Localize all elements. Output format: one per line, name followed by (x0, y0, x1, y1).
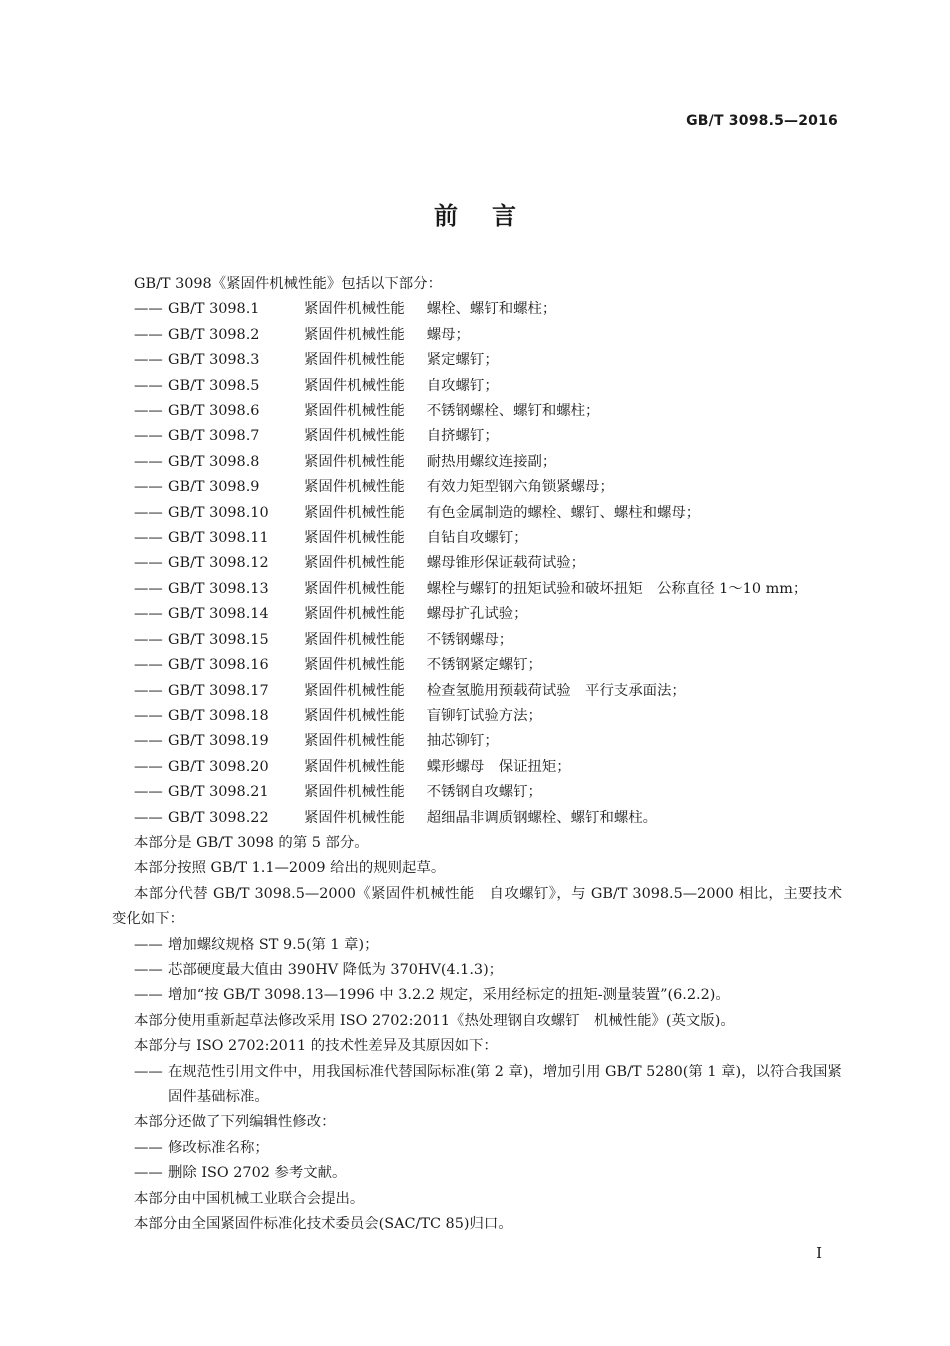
list-dash: —— (134, 555, 163, 572)
list-item (134, 602, 842, 627)
part-subject: 不锈钢螺栓、螺钉和螺柱； (426, 403, 600, 420)
list-dash: —— (134, 1063, 163, 1080)
part-name: 紧固件机械性能 (304, 631, 405, 648)
list-dash: —— (134, 479, 163, 496)
list-item (134, 297, 842, 322)
part-subject: 螺母扩孔试验； (426, 606, 528, 623)
part-name: 紧固件机械性能 (304, 809, 405, 826)
list-dash: —— (134, 580, 163, 597)
list-item (134, 348, 842, 373)
tech-diff-paragraph: 本部分与 ISO 2702:2011 的技术性差异及其原因如下： (134, 1038, 498, 1055)
part-subject: 检查氢脆用预载荷试验 平行支承面法； (426, 682, 686, 699)
list-item-text: 增加螺纹规格 ST 9.5(第 1 章)； (168, 936, 379, 953)
page-number: I (816, 1244, 822, 1262)
part-code: GB/T 3098.20 (168, 758, 269, 775)
changes-list (112, 933, 842, 1009)
tech-diff-list (112, 1060, 842, 1111)
list-dash: —— (134, 733, 163, 750)
list-item (134, 958, 842, 983)
part-subject: 抽芯铆钉； (426, 733, 499, 750)
list-item (134, 1161, 842, 1186)
part-subject: 自挤螺钉； (426, 428, 499, 445)
part-name: 紧固件机械性能 (304, 403, 405, 420)
part-name: 紧固件机械性能 (304, 453, 405, 470)
part-code: GB/T 3098.15 (168, 631, 269, 648)
part-name: 紧固件机械性能 (304, 606, 405, 623)
page-title: 前言 (434, 201, 550, 230)
editorial-paragraph: 本部分还做了下列编辑性修改： (134, 1114, 336, 1131)
list-dash: —— (134, 987, 163, 1004)
list-item (134, 424, 842, 449)
list-dash: —— (134, 784, 163, 801)
list-item (134, 933, 842, 958)
part-name: 紧固件机械性能 (304, 377, 405, 394)
list-item (134, 577, 842, 602)
part-name: 紧固件机械性能 (304, 682, 405, 699)
part-subject: 有效力矩型钢六角锁紧螺母； (426, 479, 614, 496)
part-code: GB/T 3098.14 (168, 606, 269, 623)
part-name: 紧固件机械性能 (304, 733, 405, 750)
list-dash: —— (134, 504, 163, 521)
part-code: GB/T 3098.13 (168, 580, 269, 597)
list-item (134, 323, 842, 348)
part-code: GB/T 3098.7 (168, 428, 260, 445)
part-code: GB/T 3098.3 (168, 352, 260, 369)
part-name: 紧固件机械性能 (304, 707, 405, 724)
list-item (134, 780, 842, 805)
list-dash: —— (134, 301, 163, 318)
part-name: 紧固件机械性能 (304, 580, 405, 597)
list-item-text: 修改标准名称； (168, 1139, 269, 1156)
part-subject: 不锈钢紧定螺钉； (426, 657, 542, 674)
list-item (134, 501, 842, 526)
list-dash: —— (134, 936, 163, 953)
part-code: GB/T 3098.22 (168, 809, 269, 826)
list-item (134, 983, 842, 1008)
list-item (134, 704, 842, 729)
list-dash: —— (134, 403, 163, 420)
list-dash: —— (134, 1139, 163, 1156)
list-item-text: 在规范性引用文件中，用我国标准代替国际标准(第 2 章)，增加引用 GB/T 5280(第 1 章)，以符合我国紧固件基础标准。 (168, 1063, 842, 1105)
part-name: 紧固件机械性能 (304, 657, 405, 674)
part-of-paragraph: 本部分是 GB/T 3098 的第 5 部分。 (134, 834, 369, 851)
part-code: GB/T 3098.18 (168, 707, 269, 724)
list-dash: —— (134, 377, 163, 394)
editorial-list (112, 1136, 842, 1187)
list-item-text: 增加“按 GB/T 3098.13—1996 中 3.2.2 规定，采用经标定的扭矩-测量装置”(6.2.2)。 (168, 987, 730, 1004)
part-code: GB/T 3098.19 (168, 733, 269, 750)
part-subject: 自攻螺钉； (426, 377, 499, 394)
part-name: 紧固件机械性能 (304, 428, 405, 445)
part-subject: 螺栓、螺钉和螺柱； (426, 301, 557, 318)
list-dash: —— (134, 657, 163, 674)
list-item (134, 628, 842, 653)
list-item-text: 删除 ISO 2702 参考文献。 (168, 1165, 347, 1182)
part-name: 紧固件机械性能 (304, 758, 405, 775)
part-subject: 螺母锥形保证载荷试验； (426, 555, 586, 572)
part-code: GB/T 3098.8 (168, 453, 260, 470)
part-name: 紧固件机械性能 (304, 326, 405, 343)
part-code: GB/T 3098.1 (168, 301, 260, 318)
list-item (134, 806, 842, 831)
part-subject: 螺栓与螺钉的扭矩试验和破坏扭矩 公称直径 1～10 mm； (426, 580, 808, 597)
part-subject: 不锈钢自攻螺钉； (426, 784, 542, 801)
part-code: GB/T 3098.10 (168, 504, 269, 521)
part-subject: 紧定螺钉； (426, 352, 499, 369)
part-code: GB/T 3098.5 (168, 377, 260, 394)
list-dash: —— (134, 809, 163, 826)
intro-paragraph: GB/T 3098《紧固件机械性能》包括以下部分： (134, 276, 442, 292)
list-item (134, 1136, 842, 1161)
list-item (134, 653, 842, 678)
part-name: 紧固件机械性能 (304, 784, 405, 801)
list-item (134, 1060, 842, 1111)
list-dash: —— (134, 428, 163, 445)
list-dash: —— (134, 352, 163, 369)
proposed-paragraph: 本部分由中国机械工业联合会提出。 (134, 1190, 365, 1207)
list-item (134, 729, 842, 754)
part-subject: 盲铆钉试验方法； (426, 707, 542, 724)
replaces-paragraph: 本部分代替 GB/T 3098.5—2000《紧固件机械性能 自攻螺钉》，与 GB/T 3098.5—2000 相比，主要技术变化如下： (112, 885, 842, 928)
part-subject: 螺母； (426, 326, 470, 343)
list-dash: —— (134, 682, 163, 699)
list-item-text: 芯部硬度最大值由 390HV 降低为 370HV(4.1.3)； (168, 961, 504, 978)
part-subject: 耐热用螺纹连接副； (426, 453, 557, 470)
part-name: 紧固件机械性能 (304, 555, 405, 572)
list-item (134, 399, 842, 424)
list-item (134, 374, 842, 399)
list-dash: —— (134, 631, 163, 648)
list-item (134, 475, 842, 500)
list-dash: —— (134, 758, 163, 775)
standard-number: GB/T 3098.5—2016 (686, 113, 838, 129)
part-name: 紧固件机械性能 (304, 504, 405, 521)
foreword-body (112, 272, 842, 1237)
part-code: GB/T 3098.11 (168, 530, 269, 547)
part-name: 紧固件机械性能 (304, 530, 405, 547)
drafting-paragraph: 本部分按照 GB/T 1.1—2009 给出的规则起草。 (134, 860, 446, 877)
adopts-paragraph: 本部分使用重新起草法修改采用 ISO 2702:2011《热处理钢自攻螺钉 机械性能》(英文版)。 (134, 1012, 735, 1029)
list-item (134, 526, 842, 551)
part-code: GB/T 3098.9 (168, 479, 260, 496)
list-dash: —— (134, 1165, 163, 1182)
part-name: 紧固件机械性能 (304, 352, 405, 369)
part-code: GB/T 3098.2 (168, 326, 260, 343)
list-item (134, 679, 842, 704)
parts-list (112, 297, 842, 831)
part-subject: 有色金属制造的螺栓、螺钉、螺柱和螺母； (426, 504, 701, 521)
part-subject: 不锈钢螺母； (426, 631, 514, 648)
part-subject: 自钻自攻螺钉； (426, 530, 528, 547)
part-subject: 超细晶非调质钢螺栓、螺钉和螺柱。 (426, 809, 658, 826)
part-name: 紧固件机械性能 (304, 479, 405, 496)
list-dash: —— (134, 530, 163, 547)
managed-paragraph: 本部分由全国紧固件标准化技术委员会(SAC/TC 85)归口。 (134, 1216, 513, 1233)
list-item (134, 450, 842, 475)
part-code: GB/T 3098.17 (168, 682, 269, 699)
list-dash: —— (134, 606, 163, 623)
list-dash: —— (134, 707, 163, 724)
part-subject: 蝶形螺母 保证扭矩； (426, 758, 571, 775)
list-item (134, 755, 842, 780)
list-dash: —— (134, 453, 163, 470)
part-code: GB/T 3098.12 (168, 555, 269, 572)
list-dash: —— (134, 326, 163, 343)
list-item (134, 551, 842, 576)
part-code: GB/T 3098.6 (168, 403, 260, 420)
part-name: 紧固件机械性能 (304, 301, 405, 318)
list-dash: —— (134, 961, 163, 978)
part-code: GB/T 3098.16 (168, 657, 269, 674)
part-code: GB/T 3098.21 (168, 784, 269, 801)
